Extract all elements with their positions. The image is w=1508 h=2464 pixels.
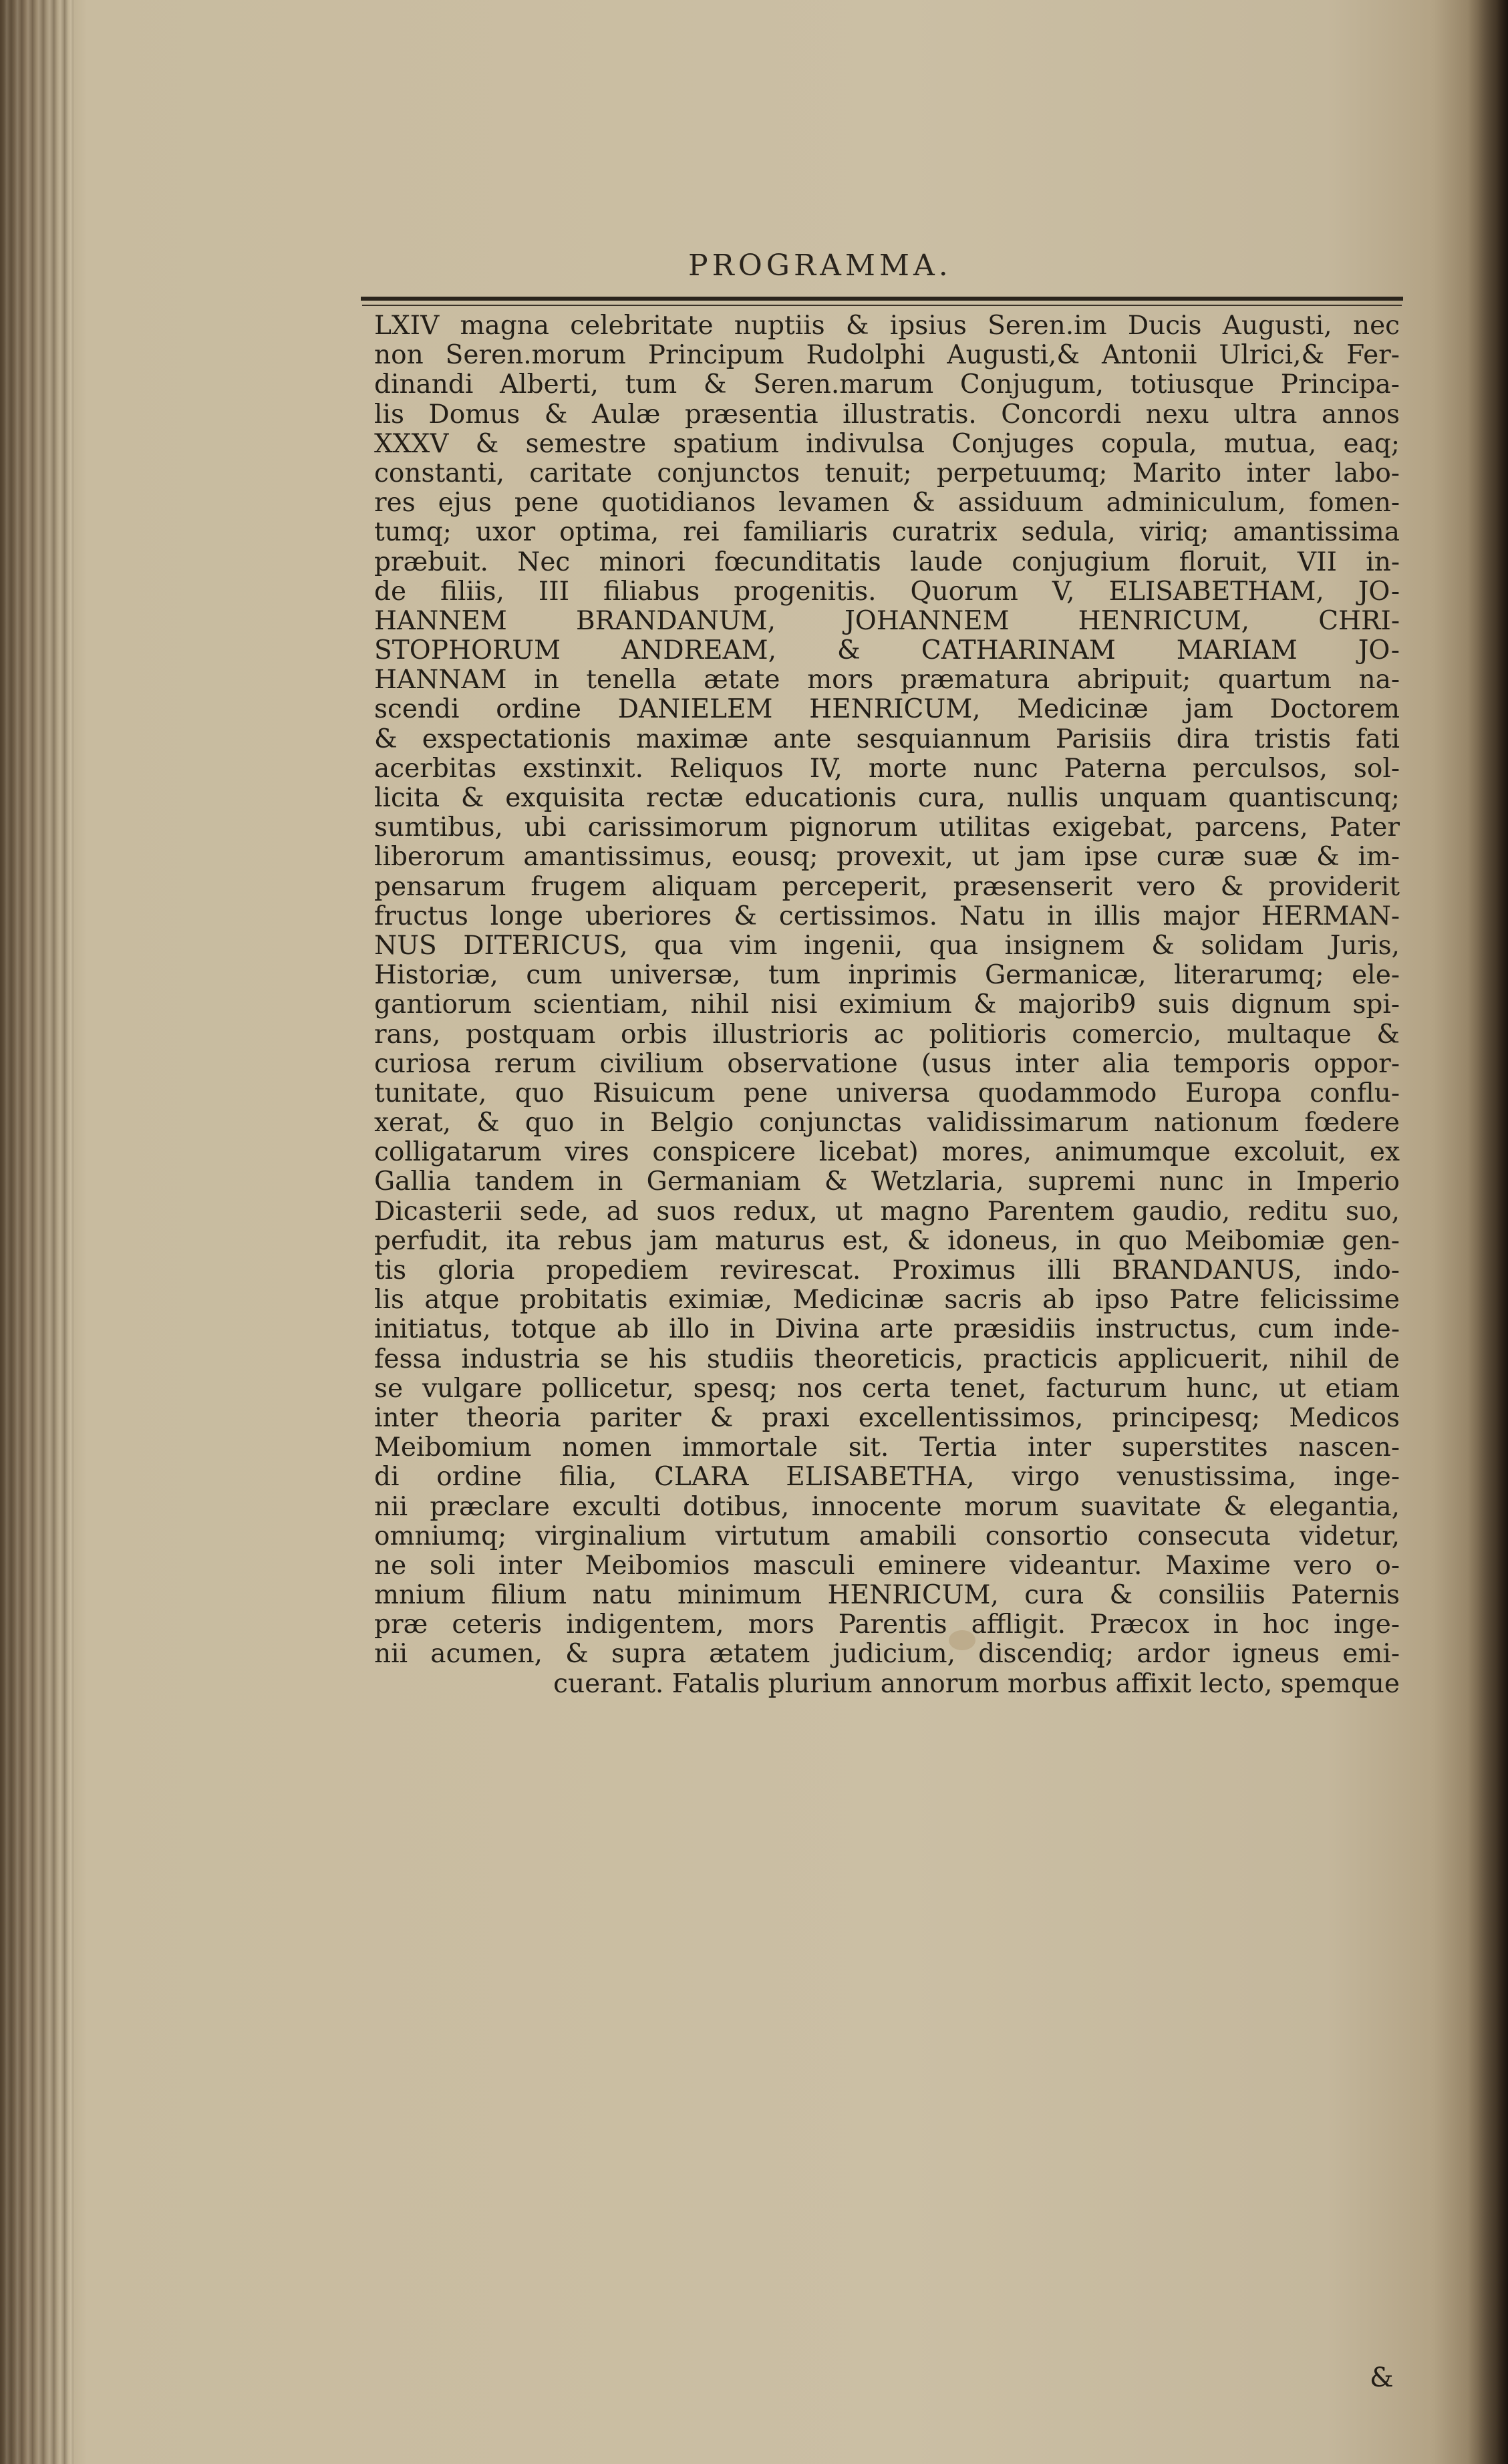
text-line: tis gloria propediem revirescat. Proximus illi BRANDANUS, indo- <box>374 1256 1400 1285</box>
book-binding <box>0 0 73 2464</box>
text-line: colligatarum vires conspicere licebat) mores, animumque excoluit, ex <box>374 1138 1400 1168</box>
text-line: HANNEM BRANDANUM, JOHANNEM HENRICUM, CHRI- <box>374 606 1400 636</box>
text-line: xerat, & quo in Belgio conjunctas validissimarum nationum fœdere <box>374 1108 1400 1138</box>
text-line: LXIV magna celebritate nuptiis & ipsius Seren.im Ducis Augusti, nec <box>374 311 1400 341</box>
text-line: constanti, caritate conjunctos tenuit; perpetuumq; Marito inter labo- <box>374 458 1400 488</box>
text-line: non Seren.morum Principum Rudolphi Augusti,& Antonii Ulrici,& Fer- <box>374 341 1400 371</box>
text-line: se vulgare pollicetur, spesq; nos certa tenet, facturum hunc, ut etiam <box>374 1374 1400 1404</box>
text-line: initiatus, totque ab illo in Divina arte præsidiis instructus, cum inde- <box>374 1315 1400 1345</box>
text-line: gantiorum scientiam, nihil nisi eximium & majorib9 suis dignum spi- <box>374 990 1400 1020</box>
text-line: Meibomium nomen immortale sit. Tertia inter superstites nascen- <box>374 1433 1400 1463</box>
text-line: liberorum amantissimus, eousq; provexit, ut jam ipse curæ suæ & im- <box>374 842 1400 873</box>
text-line: mnium filium natu minimum HENRICUM, cura & consiliis Paternis <box>374 1581 1400 1611</box>
text-line: di ordine filia, CLARA ELISABETHA, virgo venustissima, inge- <box>374 1462 1400 1493</box>
text-line: pensarum frugem aliquam perceperit, præsenserit vero & providerit <box>374 872 1400 902</box>
text-line: Dicasterii sede, ad suos redux, ut magno Parentem gaudio, reditu suo, <box>374 1197 1400 1227</box>
text-line: inter theoria pariter & praxi excellentissimos, principesq; Medicos <box>374 1403 1400 1433</box>
text-line: rans, postquam orbis illustrioris ac politioris comercio, multaque & <box>374 1020 1400 1050</box>
header-rule <box>361 297 1403 301</box>
text-line: tumq; uxor optima, rei familiaris curatrix sedula, viriq; amantissima <box>374 518 1400 548</box>
text-line: dinandi Alberti, tum & Seren.marum Conjugum, totiusque Principa- <box>374 370 1400 400</box>
page-header: PROGRAMMA. <box>688 249 952 283</box>
text-line: HANNAM in tenella ætate mors præmatura abripuit; quartum na- <box>374 665 1400 696</box>
text-line: de filiis, III filiabus progenitis. Quorum V, ELISABETHAM, JO- <box>374 577 1400 607</box>
text-line: Gallia tandem in Germaniam & Wetzlaria, supremi nunc in Imperio <box>374 1167 1400 1197</box>
text-line: scendi ordine DANIELEM HENRICUM, Medicinæ jam Doctorem <box>374 695 1400 725</box>
text-line: sumtibus, ubi carissimorum pignorum utilitas exigebat, parcens, Pater <box>374 813 1400 843</box>
text-line: omniumq; virginalium virtutum amabili consortio consecuta videtur, <box>374 1521 1400 1551</box>
text-line: XXXV & semestre spatium indivulsa Conjuges copula, mutua, eaq; <box>374 429 1400 459</box>
text-line: præbuit. Nec minori fœcunditatis laude conjugium floruit, VII in- <box>374 547 1400 577</box>
text-line: fessa industria se his studiis theoreticis, practicis applicuerit, nihil de <box>374 1344 1400 1374</box>
text-line: res ejus pene quotidianos levamen & assiduum adminiculum, fomen- <box>374 488 1400 518</box>
text-line: fructus longe uberiores & certissimos. Natu in illis major HERMAN- <box>374 901 1400 931</box>
text-line: STOPHORUM ANDREAM, & CATHARINAM MARIAM JO- <box>374 636 1400 666</box>
body-text <box>374 311 1400 1699</box>
text-line: acerbitas exstinxit. Reliquos IV, morte nunc Paterna perculsos, sol- <box>374 754 1400 784</box>
text-line: cuerant. Fatalis plurium annorum morbus affixit lecto, spemque <box>553 1669 1400 1699</box>
text-line: nii præclare exculti dotibus, innocente morum suavitate & elegantia, <box>374 1492 1400 1522</box>
text-line: lis atque probitatis eximiæ, Medicinæ sacris ab ipso Patre felicissime <box>374 1285 1400 1316</box>
text-line: tunitate, quo Risuicum pene universa quodammodo Europa conflu- <box>374 1078 1400 1108</box>
text-line: ne soli inter Meibomios masculi eminere videantur. Maxime vero o- <box>374 1551 1400 1581</box>
text-line: lis Domus & Aulæ præsentia illustratis. Concordi nexu ultra annos <box>374 400 1400 430</box>
page-edge-shadow <box>1468 0 1508 2464</box>
catchword: & <box>1370 2362 1394 2393</box>
text-line: licita & exquisita rectæ educationis cura, nullis unquam quantiscunq; <box>374 784 1400 813</box>
text-line: Historiæ, cum universæ, tum inprimis Germanicæ, literarumq; ele- <box>374 961 1400 991</box>
text-line: perfudit, ita rebus jam maturus est, & idoneus, in quo Meibomiæ gen- <box>374 1226 1400 1256</box>
text-line: curiosa rerum civilium observatione (usus inter alia temporis oppor- <box>374 1049 1400 1079</box>
text-line: & exspectationis maximæ ante sesquiannum Parisiis dira tristis fati <box>374 724 1400 754</box>
text-line: præ ceteris indigentem, mors Parentis affligit. Præcox in hoc inge- <box>374 1610 1400 1640</box>
text-line: NUS DITERICUS, qua vim ingenii, qua insignem & solidam Juris, <box>374 931 1400 961</box>
text-line: nii acumen, & supra ætatem judicium, discendiq; ardor igneus emi- <box>374 1640 1400 1670</box>
